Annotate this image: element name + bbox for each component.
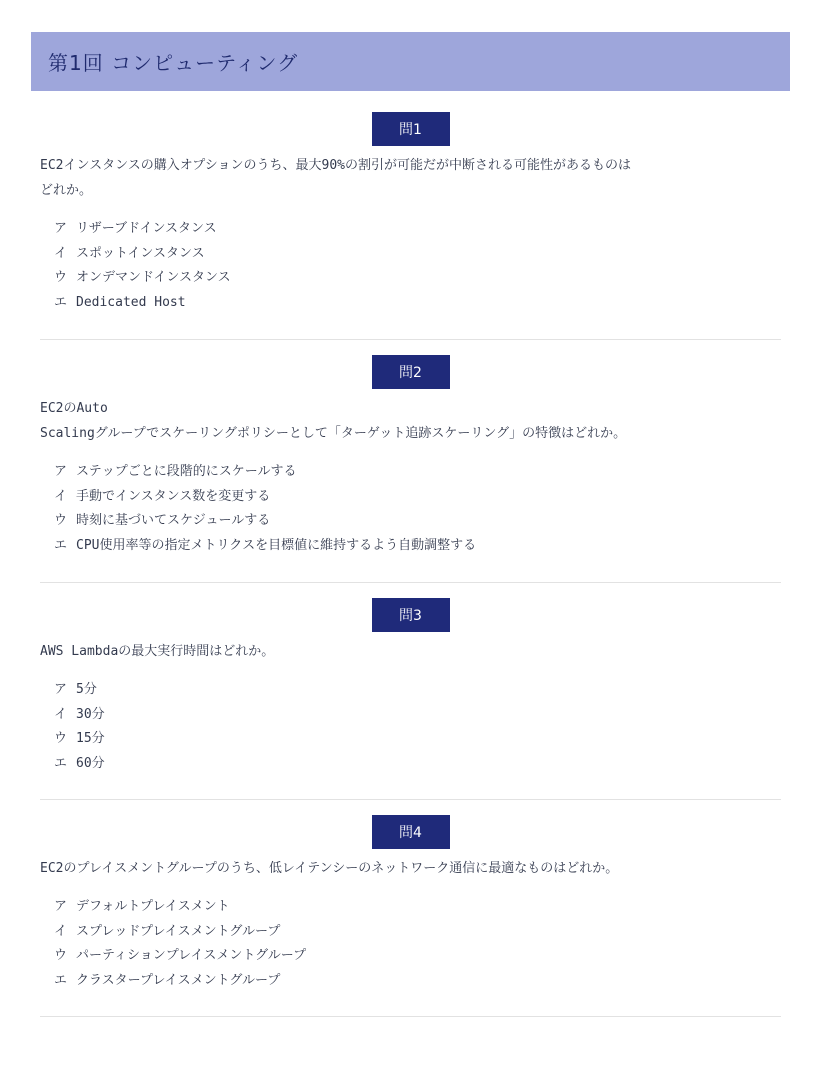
- choice-a[interactable]: [54, 217, 781, 242]
- choice-mark: ウ: [54, 948, 68, 963]
- choice-i[interactable]: [54, 920, 781, 945]
- choice-mark: エ: [54, 537, 68, 553]
- choice-mark: ウ: [54, 513, 68, 528]
- question-number-badge: 問2: [372, 355, 450, 389]
- choice-mark: イ: [54, 923, 68, 939]
- choice-text: 15分: [76, 731, 105, 746]
- question-number-badge: 問4: [372, 815, 450, 849]
- choice-u[interactable]: [54, 266, 781, 291]
- choice-text: オンデマンドインスタンス: [76, 270, 231, 285]
- choice-list: [40, 895, 781, 993]
- choice-mark: イ: [54, 488, 68, 504]
- choice-a[interactable]: [54, 678, 781, 703]
- choice-mark: イ: [54, 245, 68, 261]
- chapter-title: 第1回 コンピューティング: [48, 51, 299, 75]
- choice-text: 時刻に基づいてスケジュールする: [76, 513, 271, 528]
- choice-u[interactable]: [54, 944, 781, 969]
- choice-text: 60分: [76, 755, 105, 771]
- choice-mark: イ: [54, 706, 68, 722]
- choice-mark: エ: [54, 755, 68, 771]
- choice-text: CPU使用率等の指定メトリクスを目標値に維持するよう自動調整する: [76, 537, 477, 553]
- choice-mark: ウ: [54, 270, 68, 285]
- choice-mark: ア: [54, 682, 68, 697]
- choice-text: リザーブドインスタンス: [76, 221, 217, 236]
- choice-u[interactable]: [54, 509, 781, 534]
- question-2: [40, 355, 781, 583]
- question-3: [40, 598, 781, 800]
- choice-u[interactable]: [54, 727, 781, 752]
- question-number-badge: 問1: [372, 112, 450, 146]
- choice-text: スポットインスタンス: [76, 245, 205, 261]
- choice-text: 5分: [76, 682, 97, 697]
- choice-text: パーティションプレイスメントグループ: [76, 948, 307, 963]
- choice-i[interactable]: [54, 485, 781, 510]
- question-1: [40, 112, 781, 340]
- choice-text: 手動でインスタンス数を変更する: [76, 488, 271, 504]
- choice-list: [40, 217, 781, 315]
- question-4: [40, 815, 781, 1017]
- choice-mark: エ: [54, 294, 68, 310]
- chapter-header: [31, 32, 790, 91]
- choice-text: クラスタープレイスメントグループ: [76, 972, 281, 988]
- choice-e[interactable]: [54, 534, 781, 559]
- question-text: EC2のAuto Scalingグループでスケーリングポリシーとして「ターゲット追跡スケーリング」の特徴はどれか。: [40, 401, 627, 441]
- choice-text: デフォルトプレイスメント: [76, 899, 230, 914]
- choice-e[interactable]: [54, 752, 781, 777]
- choice-e[interactable]: [54, 969, 781, 994]
- choice-list: [40, 678, 781, 776]
- choice-a[interactable]: [54, 895, 781, 920]
- choice-text: 30分: [76, 706, 105, 722]
- choice-i[interactable]: [54, 242, 781, 267]
- choice-i[interactable]: [54, 703, 781, 728]
- choice-e[interactable]: [54, 291, 781, 316]
- choice-mark: ウ: [54, 731, 68, 746]
- question-text: EC2のプレイスメントグループのうち、低レイテンシーのネットワーク通信に最適なものはどれか。: [40, 861, 619, 876]
- choice-mark: エ: [54, 972, 68, 988]
- choice-mark: ア: [54, 221, 68, 236]
- choice-a[interactable]: [54, 460, 781, 485]
- choice-mark: ア: [54, 899, 68, 914]
- question-text: AWS Lambdaの最大実行時間はどれか。: [40, 644, 275, 659]
- choice-mark: ア: [54, 464, 68, 479]
- question-number-badge: 問3: [372, 598, 450, 632]
- choice-list: [40, 460, 781, 558]
- choice-text: ステップごとに段階的にスケールする: [76, 464, 297, 479]
- choice-text: Dedicated Host: [76, 294, 186, 310]
- choice-text: スプレッドプレイスメントグループ: [76, 923, 281, 939]
- question-text: EC2インスタンスの購入オプションのうち、最大90%の割引が可能だが中断される可能性があるものは どれか。: [40, 158, 632, 198]
